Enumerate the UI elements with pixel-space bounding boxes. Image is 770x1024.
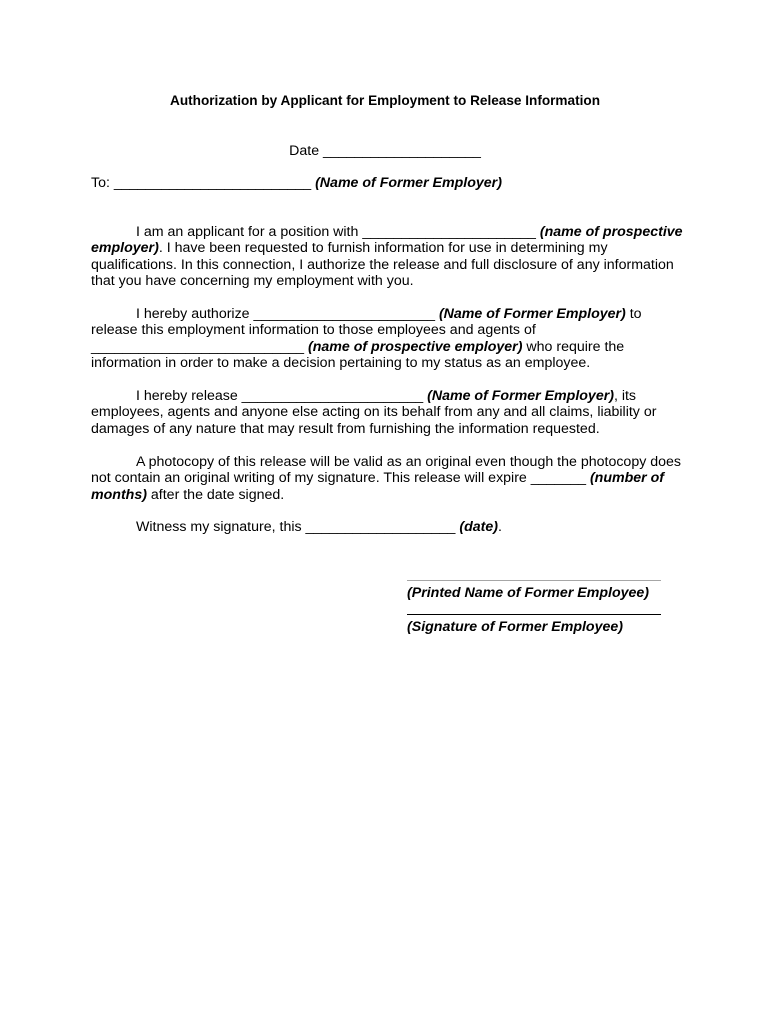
paragraph-photocopy: [91, 454, 685, 503]
date-line: Date ____________________: [289, 143, 481, 159]
paragraph2-text-c: who require the information in order to make a decision pertaining to my status as an employee.: [91, 338, 625, 372]
to-line: [91, 175, 502, 191]
signature-line: [407, 614, 661, 615]
former-employer-label: (Name of Former Employer): [315, 175, 502, 191]
paragraph1-emphasis: (name of prospective employer): [91, 224, 683, 257]
printed-name-line: [407, 580, 661, 581]
printed-name-block: [407, 580, 663, 601]
paragraph2-emphasis-a: (Name of Former Employer): [438, 306, 626, 322]
paragraph4-text-b: after the date signed.: [146, 486, 285, 503]
printed-name-label: (Printed Name of Former Employee): [407, 585, 650, 601]
to-prefix: To: _________________________: [91, 175, 316, 191]
paragraph-authorize: [91, 306, 685, 372]
paragraph2-text-a: I hereby authorize _______________________: [136, 306, 439, 322]
paragraph-applicant: [91, 224, 685, 290]
paragraph-witness: [91, 519, 685, 535]
paragraph3-emphasis: (Name of Former Employer): [427, 388, 614, 404]
signature-block: [407, 614, 663, 635]
signature-label: (Signature of Former Employee): [407, 619, 623, 635]
paragraph1-text-b: . I have been requested to furnish information for use in determining my qualifications. In this connection, I authorize the release and full disclosure of any information that you have concerning my employment with you.: [91, 240, 674, 290]
paragraph3-text-b: , its employees, agents and anyone else acting on its behalf from any and all claims, liability or damages of any nature that may result from furnishing the information requested.: [91, 388, 657, 437]
paragraph4-emphasis: (number of months): [91, 470, 665, 503]
paragraph2-text-b: to release this employment information to those employees and agents of ___________________________: [91, 306, 642, 355]
paragraph5-text-b: .: [498, 519, 502, 535]
paragraph5-emphasis: (date): [459, 519, 499, 535]
paragraph1-text-a: I am an applicant for a position with ______________________: [136, 224, 540, 240]
document-title: Authorization by Applicant for Employment to Release Information: [170, 93, 600, 108]
paragraph-release: [91, 388, 685, 437]
paragraph3-text-a: I hereby release _______________________: [136, 388, 428, 404]
paragraph2-emphasis-b: (name of prospective employer): [307, 338, 523, 355]
paragraph5-text-a: Witness my signature, this ___________________: [136, 519, 460, 535]
paragraph4-text-a: A photocopy of this release will be valid as an original even though the photocopy does not contain an original writing of my signature. This release will expire _______: [91, 454, 682, 487]
